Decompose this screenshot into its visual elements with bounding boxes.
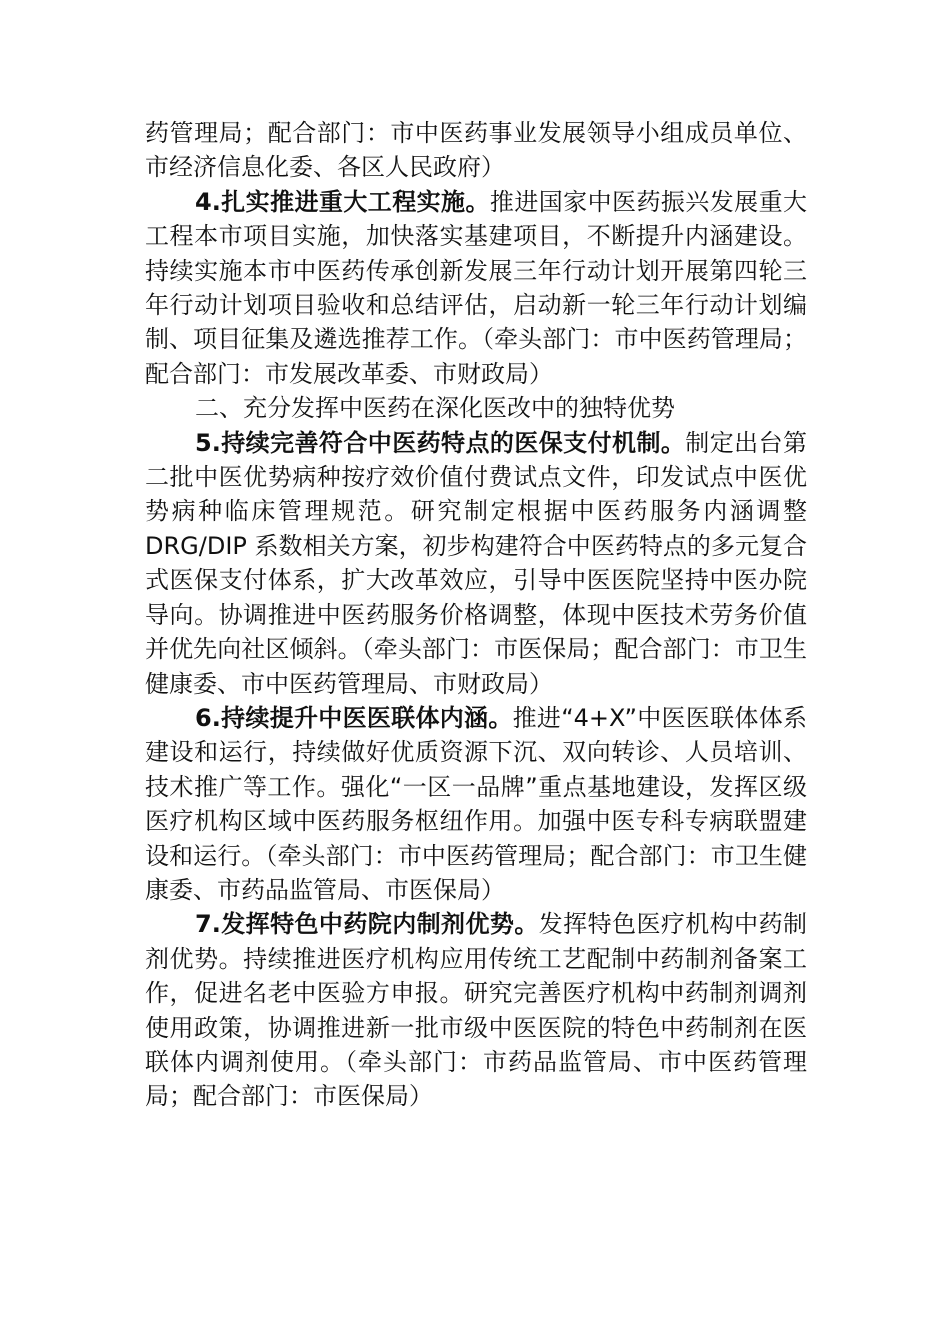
- item-4-body: 推进国家中医药振兴发展重大工程本市项目实施，加快落实基建项目，不断提升内涵建设。持续实施本市中医药传承创新发展三年行动计划开展第四轮三年行动计划项目验收和总结评估，启动新一轮三年行动计划编制、项目征集及遴选推荐工作。（牵头部门：市中医药管理局；配合部门：市发展改革委、市财政局）: [145, 187, 807, 388]
- section-2-title-text: 二、充分发挥中医药在深化医改中的独特优势: [195, 394, 675, 423]
- item-7-heading: 7.发挥特色中药院内制剂优势。: [195, 910, 539, 939]
- item-6-body: 推进“4+X”中医医联体体系建设和运行，持续做好优质资源下沉、双向转诊、人员培训、技术推广等工作。强化“一区一品牌”重点基地建设，发挥区级医疗机构区域中医药服务枢纽作用。加强中医专科专病联盟建设和运行。（牵头部门：市中医药管理局；配合部门：市卫生健康委、市药品监管局、市医保局）: [145, 703, 807, 904]
- section-2-title: [145, 391, 807, 425]
- item-4-heading: 4.扎实推进重大工程实施。: [195, 187, 490, 216]
- item-6-heading: 6.持续提升中医医联体内涵。: [195, 703, 513, 732]
- continuation-paragraph: [145, 116, 807, 185]
- document-body: [145, 116, 807, 1114]
- item-6-paragraph: [145, 701, 807, 907]
- item-7-body: 发挥特色医疗机构中药制剂优势。持续推进医疗机构应用传统工艺配制中药制剂备案工作，促进名老中医验方申报。研究完善医疗机构中药制剂调剂使用政策，协调推进新一批市级中医医院的特色中药制剂在医联体内调剂使用。（牵头部门：市药品监管局、市中医药管理局；配合部门：市医保局）: [145, 910, 807, 1111]
- item-7-paragraph: [145, 907, 807, 1113]
- item-4-paragraph: [145, 185, 807, 391]
- item-5-paragraph: [145, 426, 807, 701]
- item-5-body: 制定出台第二批中医优势病种按疗效价值付费试点文件，印发试点中医优势病种临床管理规范。研究制定根据中医药服务内涵调整 DRG/DIP 系数相关方案，初步构建符合中医药特点的多元复合式医保支付体系，扩大改革效应，引导中医医院坚持中医办院导向。协调推进中医药服务价格调整，体现中医技术劳务价值并优先向社区倾斜。（牵头部门：市医保局；配合部门：市卫生健康委、市中医药管理局、市财政局）: [145, 428, 807, 698]
- continuation-text: 药管理局；配合部门：市中医药事业发展领导小组成员单位、市经济信息化委、各区人民政府）: [145, 119, 807, 182]
- item-5-heading: 5.持续完善符合中医药特点的医保支付机制。: [195, 428, 686, 457]
